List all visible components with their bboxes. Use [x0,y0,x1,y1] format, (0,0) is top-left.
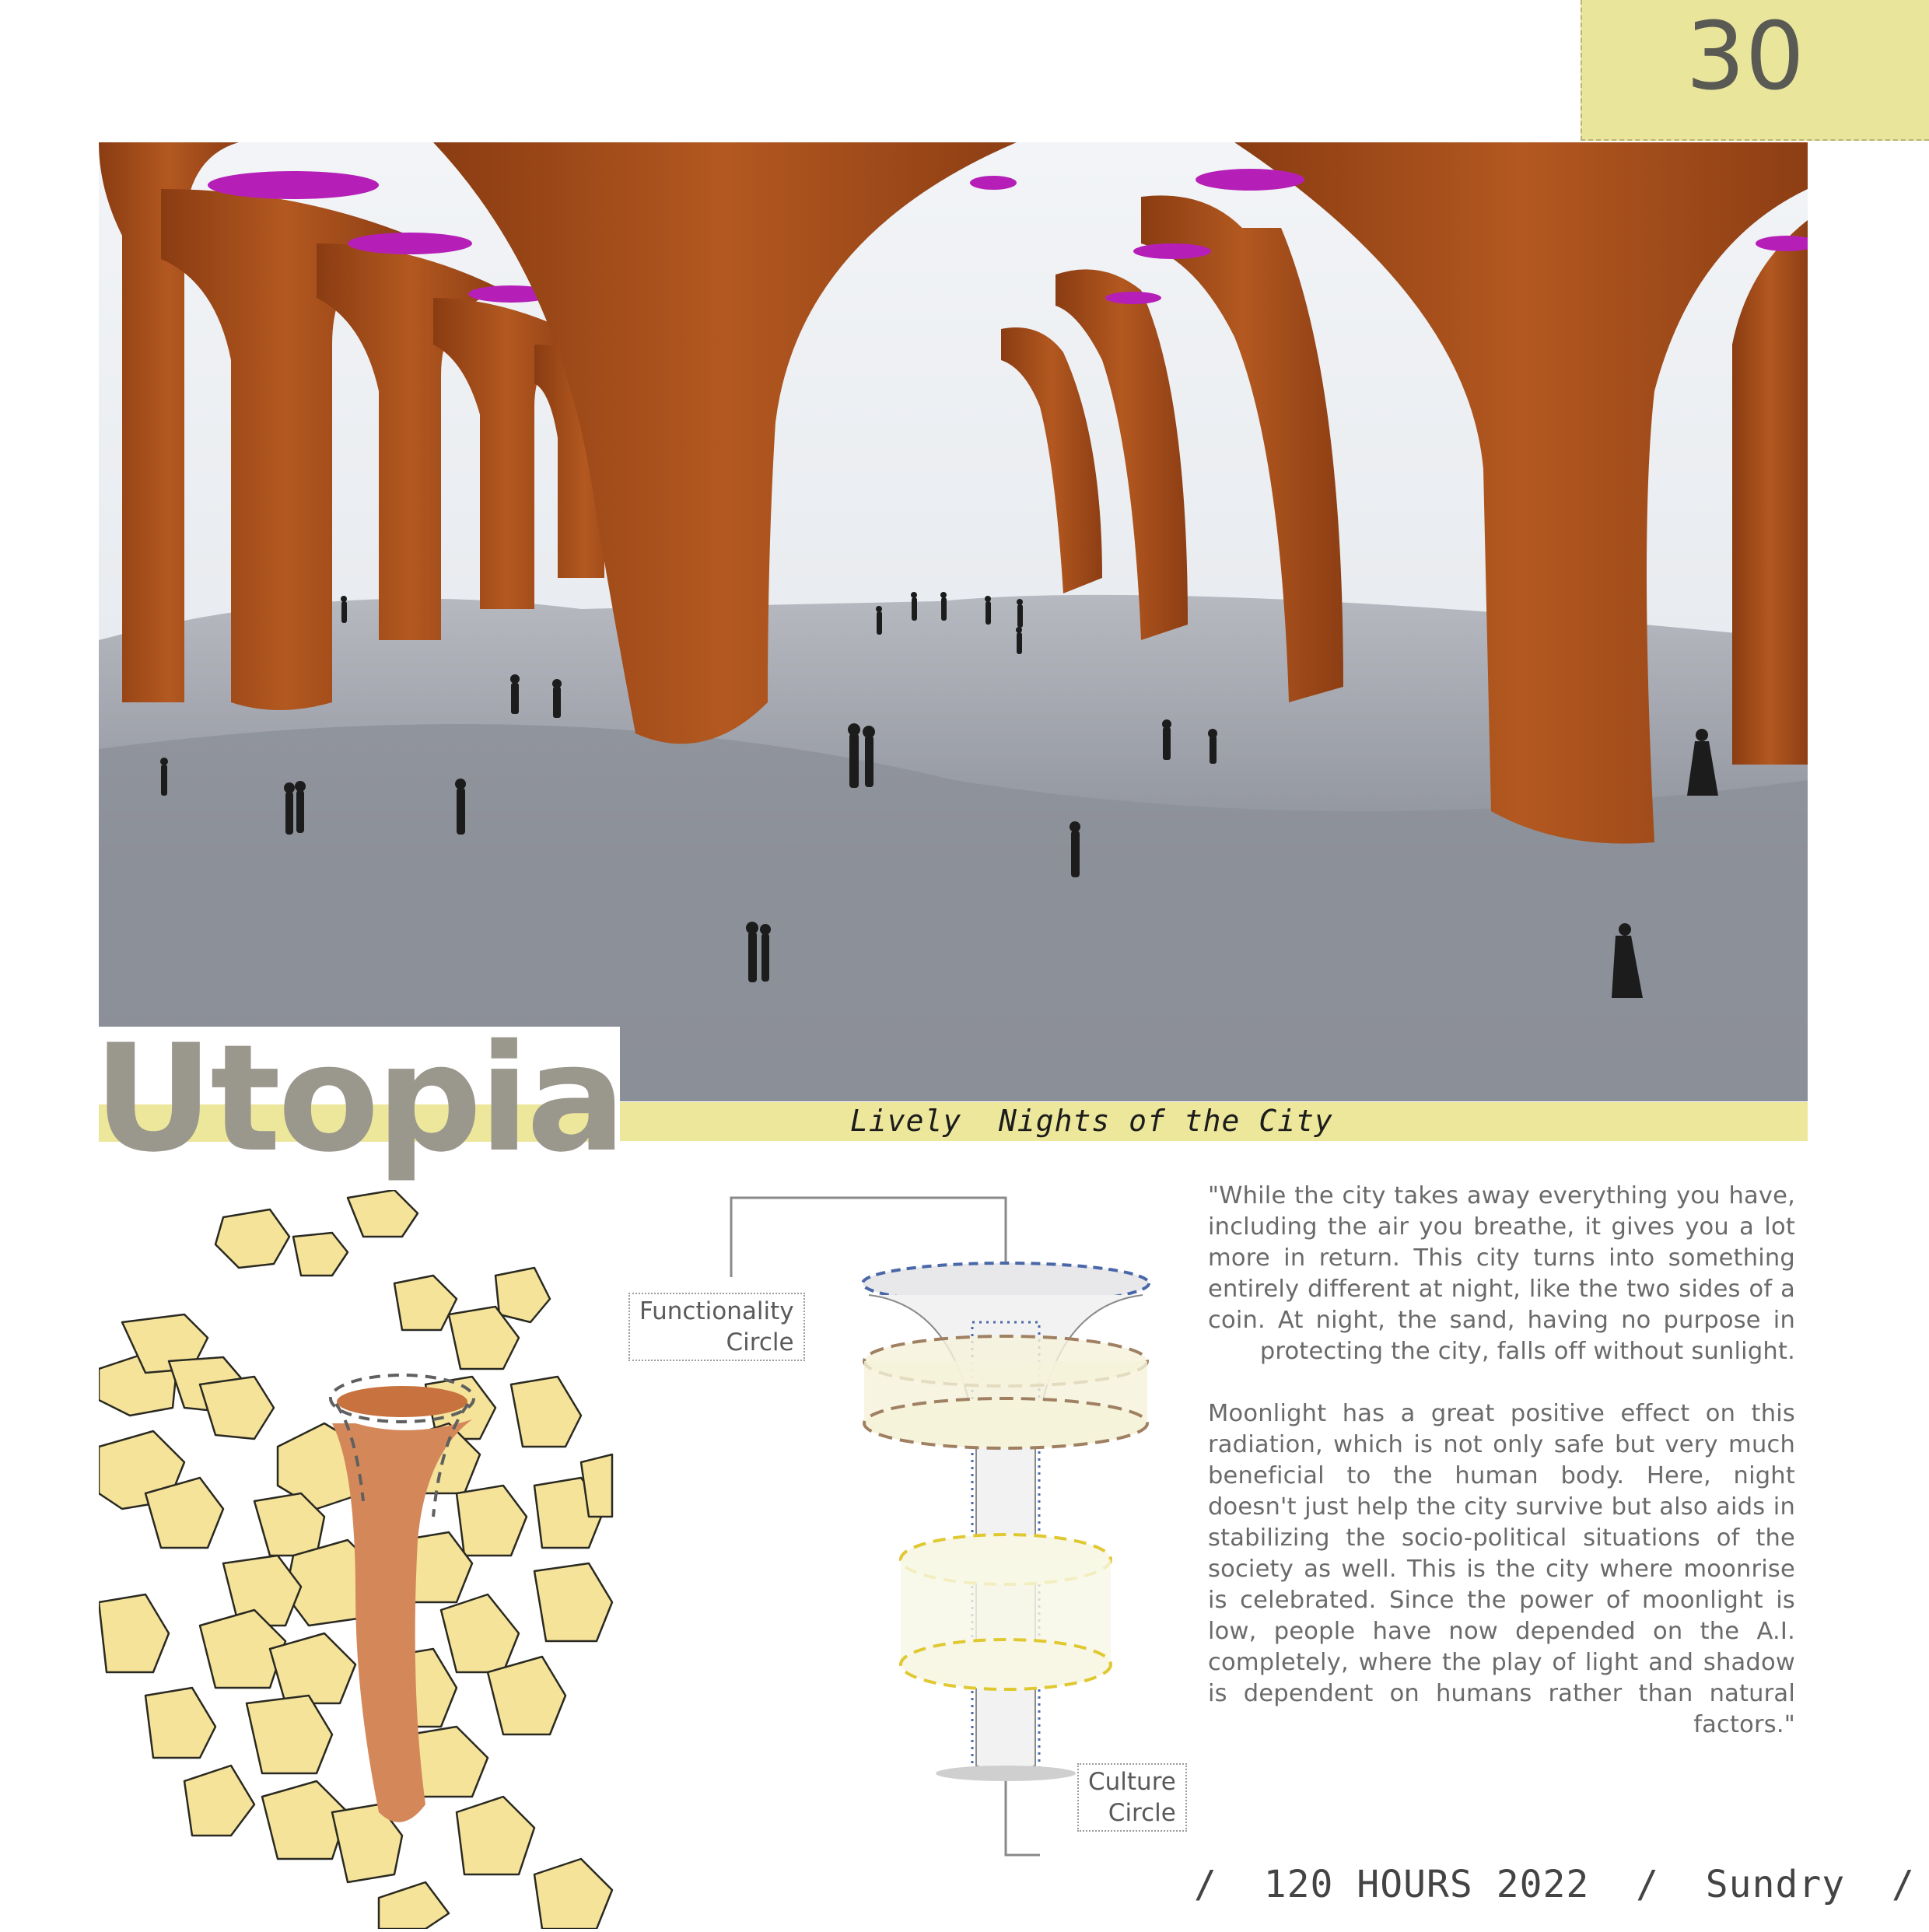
footer [1194,1863,1915,1906]
body-text [1208,1181,1795,1772]
hero-render-image [99,142,1808,1101]
page-number: 30 [1686,3,1805,111]
footer-separator: / [1194,1863,1217,1906]
body-paragraph-2: Moonlight has a great positive effect on this radiation, which is not only safe but very much beneficial to the human body. Here, night doesn't just help the city survive but also aids in stabilizing the socio-political situations of the society as well. This is the city where moonrise is celebrated. Since the power of moonlight is low, people have now depended on the A.I. completely, where the play of light and shadow is dependent on humans rather than natural factors." [1208,1400,1795,1738]
body-paragraph-1: "While the city takes away everything you have, including the air you breathe, it gives you a lot more in return. This city turns into something entirely different at night, like the two sides of a coin. At night, the sand, having no purpose in protecting the city, falls off without sunlight. [1208,1182,1795,1365]
page-number-box [1581,0,1929,141]
functionality-circle-label: Functionality Circle [628,1293,805,1361]
footer-separator: / [1636,1863,1659,1906]
culture-circle-label: Culture Circle [1077,1763,1187,1832]
footer-event: 120 HOURS 2022 [1263,1863,1590,1906]
funnel-tower [863,1263,1149,1781]
top-disc [337,1386,467,1417]
footer-separator: / [1891,1863,1915,1906]
arcade-render-illustration [99,142,1808,1101]
footer-section: Sundry [1705,1863,1846,1906]
image-caption: Lively Nights of the City [850,1104,1333,1138]
page-title: Utopia [93,1013,623,1185]
